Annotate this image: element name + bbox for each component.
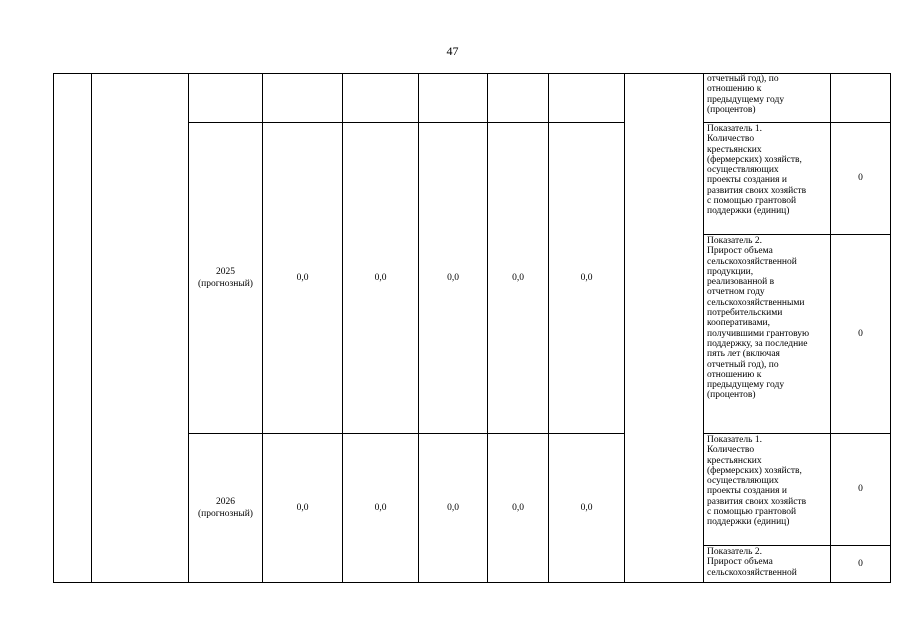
column-divider <box>624 73 625 582</box>
value-cell: 0,0 <box>447 272 459 283</box>
page-number: 47 <box>446 44 459 58</box>
indicator-text: Показатель 2. Прирост объема сельскохозяйственной продукции, реализованной в отчетном году сельскохозяйственными потребительскими кооперативами, получившими грантовую поддержку, за последние пять лет (включая отчетный год), по отношению к предыдущему году (процентов) <box>707 236 810 401</box>
value-cell: 0,0 <box>512 272 524 283</box>
value-cell: 0,0 <box>374 272 387 283</box>
indicator-text: Показатель 1. Количество крестьянских (фермерских) хозяйств, осуществляющих проекты создания и развития своих хозяйств с помощью грантовой поддержки (единиц) <box>707 435 807 528</box>
value-cell: 0,0 <box>296 272 309 283</box>
table-border-right <box>890 73 891 582</box>
year-label: 2026 <box>215 497 235 507</box>
value-cell: 0,0 <box>374 502 387 513</box>
table-border-bottom <box>53 582 891 583</box>
value-cell: 0,0 <box>580 502 593 513</box>
value-cell: 0,0 <box>296 502 309 513</box>
year-label: 2025 <box>215 267 235 277</box>
year-note: (прогнозный) <box>198 279 253 289</box>
indicator-text: Показатель 1. Количество крестьянских (фермерских) хозяйств, осуществляющих проекты создания и развития своих хозяйств с помощью грантовой поддержки (единиц) <box>707 124 807 217</box>
value-cell: 0,0 <box>512 502 524 513</box>
year-note: (прогнозный) <box>198 509 253 519</box>
value-cell: 0,0 <box>580 272 593 283</box>
year-cell <box>189 123 262 433</box>
indicator-value: 0 <box>858 173 863 184</box>
indicator-text: отчетный год), по отношению к предыдущему году (процентов) <box>707 74 785 115</box>
value-cell: 0,0 <box>447 502 459 513</box>
table-border-left <box>53 73 54 582</box>
indicator-value: 0 <box>858 558 863 569</box>
indicator-value: 0 <box>858 328 863 339</box>
indicator-value: 0 <box>858 484 863 495</box>
year-cell <box>189 434 262 582</box>
column-divider <box>91 73 92 582</box>
indicator-text: Показатель 2. Прирост объема сельскохозяйственной <box>707 547 797 578</box>
